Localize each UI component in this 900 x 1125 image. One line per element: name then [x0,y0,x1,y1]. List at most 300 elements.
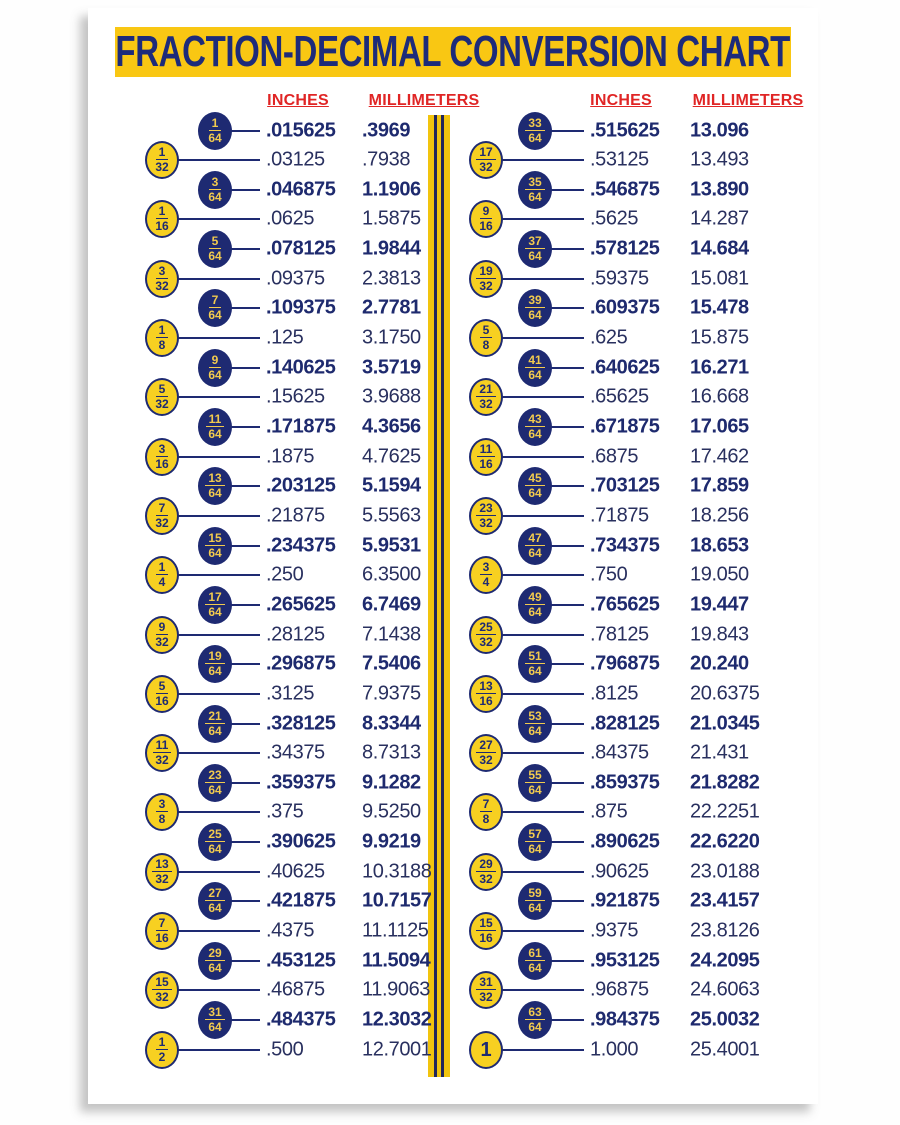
millimeters-value: 12.3032 [362,1008,432,1031]
fraction-badge [198,349,232,387]
millimeters-value: .3969 [362,119,411,141]
fraction-numerator: 47 [525,532,544,546]
fraction-denominator: 64 [528,901,542,916]
fraction-denominator: 64 [528,842,542,857]
fraction-denominator: 64 [528,545,542,560]
fraction-badge [198,230,232,268]
fraction-badge [198,942,232,980]
inches-value: .34375 [266,741,325,764]
fraction-badge [198,112,232,150]
inches-value: .4375 [266,919,315,942]
leader-line [177,634,260,636]
fraction-badge [469,853,503,891]
inches-value: .65625 [590,385,649,408]
inches-value: .203125 [266,474,336,497]
inches-value: .296875 [266,652,336,675]
millimeters-value: 12.7001 [362,1038,432,1061]
fraction-denominator: 32 [155,990,169,1005]
millimeters-value: 13.096 [690,119,749,141]
inches-value: .484375 [266,1008,336,1031]
millimeters-value: 23.4157 [690,889,760,912]
millimeters-value: 4.7625 [362,445,421,468]
fraction-badge [469,260,503,298]
inches-value: .859375 [590,771,660,794]
fraction-numerator: 5 [156,383,169,397]
fraction-denominator: 64 [528,723,542,738]
fraction-denominator: 64 [208,664,222,679]
inches-value: .9375 [590,919,639,942]
fraction-denominator: 64 [528,427,542,441]
inches-value: .015625 [266,119,336,141]
leader-line [230,960,260,962]
millimeters-value: 17.859 [690,474,749,497]
fraction-numerator: 11 [153,739,172,753]
fraction-badge [198,467,232,505]
fraction-denominator: 16 [155,931,169,946]
fraction-numerator: 27 [476,739,495,753]
fraction-badge [145,319,179,357]
leader-line [177,930,260,932]
fraction-badge [469,1031,503,1069]
millimeters-value: 25.0032 [690,1008,760,1031]
fraction-denominator: 4 [482,575,490,590]
leader-line [177,1049,260,1051]
inches-value: .109375 [266,296,336,319]
leader-line [177,456,260,458]
fraction-badge [145,616,179,654]
fraction-badge [145,971,179,1009]
fraction-badge [518,764,552,802]
leader-line [230,367,260,369]
fraction-denominator: 4 [158,575,166,590]
conversion-chart-poster [88,8,818,1104]
leader-line [230,307,260,309]
fraction-numerator: 23 [205,769,224,783]
fraction-badge [145,556,179,594]
fraction-badge [469,616,503,654]
leader-line [550,485,584,487]
leader-line [550,841,584,843]
fraction-numerator: 17 [205,591,224,605]
fraction-badge [518,942,552,980]
inches-value: .609375 [590,296,660,319]
leader-line [501,278,584,280]
fraction-denominator: 32 [155,515,169,530]
fraction-badge [145,260,179,298]
fraction-numerator: 55 [525,769,544,783]
fraction-denominator: 64 [208,782,222,797]
whole-number: 1 [480,1038,492,1061]
fraction-badge [145,675,179,713]
inches-value: .0625 [266,207,315,230]
fraction-badge [518,171,552,209]
millimeters-value: 11.1125 [362,919,429,942]
fraction-denominator: 64 [208,604,222,619]
millimeters-value: 9.5250 [362,800,421,823]
fraction-numerator: 27 [205,887,224,901]
fraction-numerator: 5 [480,324,493,338]
inches-value: .3125 [266,682,315,705]
inches-value: .59375 [590,267,649,290]
millimeters-value: 9.9219 [362,830,421,853]
millimeters-value: 19.843 [690,623,749,646]
leader-line [550,130,584,132]
inches-value: .765625 [590,593,660,616]
millimeters-value: 13.493 [690,148,749,171]
inches-value: 1.000 [590,1038,639,1061]
leader-line [501,456,584,458]
fraction-badge [518,705,552,743]
inches-value: .703125 [590,474,660,497]
inches-value: .453125 [266,949,336,972]
fraction-denominator: 16 [155,219,169,234]
fraction-badge [469,971,503,1009]
leader-line [501,396,584,398]
leader-line [230,1019,260,1021]
millimeters-value: 3.9688 [362,385,421,408]
fraction-denominator: 64 [528,367,542,382]
inches-value: .750 [590,563,628,586]
fraction-badge [518,1001,552,1039]
millimeters-value: 15.478 [690,296,749,319]
millimeters-value: 11.9063 [362,978,431,1001]
fraction-numerator: 7 [480,798,493,812]
millimeters-value: .7938 [362,148,411,171]
millimeters-value: 22.6220 [690,830,760,853]
fraction-badge [145,497,179,535]
millimeters-value: 8.7313 [362,741,421,764]
fraction-denominator: 8 [482,338,490,353]
inches-value: .71875 [590,504,649,527]
fraction-numerator: 49 [525,591,544,605]
leader-line [230,248,260,250]
leader-line [230,663,260,665]
inches-value: .796875 [590,652,660,675]
leader-line [177,752,260,754]
leader-line [550,307,584,309]
millimeters-value: 5.9531 [362,534,421,557]
fraction-denominator: 16 [155,456,169,471]
inches-value: .375 [266,800,304,823]
fraction-numerator: 9 [156,621,169,635]
leader-line [550,663,584,665]
fraction-denominator: 32 [479,515,493,530]
fraction-numerator: 19 [476,265,495,279]
fraction-denominator: 2 [158,1049,166,1064]
leader-line [501,930,584,932]
inches-value: .84375 [590,741,649,764]
leader-line [501,811,584,813]
inches-value: .640625 [590,356,660,379]
fraction-numerator: 7 [156,502,169,516]
inches-value: .734375 [590,534,660,557]
millimeters-value: 10.3188 [362,860,432,883]
leader-line [550,960,584,962]
inches-value: .265625 [266,593,336,616]
leader-line [230,426,260,428]
fraction-numerator: 59 [525,887,544,901]
leader-line [550,426,584,428]
fraction-numerator: 1 [156,146,169,160]
right-millimeters-header: MILLIMETERS [692,92,804,109]
leader-line [501,1049,584,1051]
inches-value: .125 [266,326,304,349]
fraction-numerator: 45 [525,472,544,486]
fraction-numerator: 15 [152,976,171,990]
fraction-denominator: 32 [155,278,169,293]
leader-line [501,693,584,695]
fraction-denominator: 32 [479,634,493,649]
fraction-numerator: 5 [156,680,169,694]
fraction-denominator: 16 [479,219,493,234]
leader-line [550,367,584,369]
fraction-badge [145,378,179,416]
millimeters-value: 3.1750 [362,326,421,349]
millimeters-value: 16.271 [690,356,749,379]
leader-line [230,545,260,547]
fraction-badge [145,438,179,476]
leader-line [230,900,260,902]
leader-line [501,515,584,517]
fraction-badge [145,912,179,950]
leader-line [177,396,260,398]
fraction-badge [469,319,503,357]
inches-value: .625 [590,326,628,349]
fraction-badge [469,141,503,179]
fraction-numerator: 11 [477,443,496,457]
fraction-numerator: 1 [156,561,169,575]
millimeters-value: 13.890 [690,178,749,201]
fraction-denominator: 64 [208,427,222,441]
fraction-numerator: 21 [476,383,495,397]
leader-line [177,989,260,991]
fraction-numerator: 33 [525,117,544,131]
fraction-denominator: 8 [158,338,166,353]
leader-line [550,1019,584,1021]
fraction-denominator: 64 [208,130,222,145]
inches-value: .171875 [266,415,336,438]
fraction-badge [518,586,552,624]
fraction-badge [198,823,232,861]
title-band [115,27,791,77]
inches-value: .515625 [590,119,660,141]
leader-line [177,515,260,517]
fraction-numerator: 15 [205,532,224,546]
fraction-numerator: 5 [209,235,222,249]
inches-value: .09375 [266,267,325,290]
inches-value: .21875 [266,504,325,527]
fraction-denominator: 64 [528,130,542,145]
fraction-denominator: 64 [208,1020,222,1034]
fraction-numerator: 29 [205,947,224,961]
leader-line [177,218,260,220]
millimeters-value: 5.5563 [362,504,421,527]
leader-line [501,871,584,873]
leader-line [177,337,260,339]
leader-line [177,159,260,161]
fraction-numerator: 37 [525,235,544,249]
millimeters-value: 8.3344 [362,712,421,734]
fraction-denominator: 64 [208,486,222,501]
fraction-badge [198,764,232,802]
leader-line [177,871,260,873]
fraction-numerator: 19 [205,650,224,664]
millimeters-value: 22.2251 [690,800,760,823]
fraction-numerator: 43 [525,413,544,427]
fraction-badge [198,1001,232,1039]
inches-value: .921875 [590,889,660,912]
fraction-badge [518,112,552,150]
fraction-badge [145,1031,179,1069]
fraction-numerator: 1 [209,117,222,131]
millimeters-value: 18.256 [690,504,749,527]
leader-line [550,248,584,250]
fraction-denominator: 64 [208,723,222,738]
leader-line [550,723,584,725]
fraction-numerator: 17 [476,146,495,160]
fraction-denominator: 64 [528,960,542,975]
millimeters-value: 15.081 [690,267,749,290]
millimeters-value: 2.3813 [362,267,421,290]
leader-line [501,337,584,339]
millimeters-value: 25.4001 [690,1038,760,1061]
inches-value: .671875 [590,415,660,438]
inches-value: .03125 [266,148,325,171]
fraction-numerator: 3 [156,443,169,457]
millimeters-value: 7.1438 [362,623,421,646]
inches-value: .40625 [266,860,325,883]
fraction-badge [198,586,232,624]
inches-value: .6875 [590,445,639,468]
fraction-denominator: 32 [479,871,493,886]
fraction-numerator: 31 [476,976,495,990]
millimeters-value: 7.9375 [362,682,421,705]
millimeters-value: 23.0188 [690,860,760,883]
fraction-denominator: 64 [528,189,542,204]
leader-line [177,811,260,813]
leader-line [501,218,584,220]
millimeters-value: 20.240 [690,652,749,675]
millimeters-value: 19.050 [690,563,749,586]
leader-line [230,130,260,132]
fraction-badge [518,823,552,861]
leader-line [501,989,584,991]
fraction-badge [198,171,232,209]
fraction-denominator: 64 [208,901,222,916]
millimeters-value: 17.065 [690,415,749,438]
millimeters-value: 17.462 [690,445,749,468]
fraction-denominator: 64 [528,308,542,323]
fraction-badge [198,289,232,327]
inches-value: .140625 [266,356,336,379]
millimeters-value: 24.2095 [690,949,760,972]
millimeters-value: 21.0345 [690,712,760,734]
millimeters-value: 1.1906 [362,178,421,201]
fraction-denominator: 64 [528,486,542,501]
fraction-numerator: 9 [480,205,493,219]
millimeters-value: 16.668 [690,385,749,408]
inches-value: .5625 [590,207,639,230]
fraction-denominator: 16 [479,693,493,708]
leader-line [230,782,260,784]
fraction-denominator: 64 [208,960,222,975]
leader-line [550,900,584,902]
fraction-numerator: 23 [476,502,495,516]
fraction-numerator: 1 [156,205,169,219]
fraction-badge [198,408,232,446]
millimeters-value: 10.7157 [362,889,432,912]
fraction-badge [518,527,552,565]
inches-value: .250 [266,563,304,586]
fraction-numerator: 25 [476,621,495,635]
millimeters-value: 2.7781 [362,296,421,319]
fraction-badge [469,200,503,238]
inches-value: .234375 [266,534,336,557]
fraction-denominator: 64 [528,664,542,679]
fraction-badge [145,793,179,831]
inches-value: .875 [590,800,628,823]
inches-value: .96875 [590,978,649,1001]
fraction-denominator: 32 [155,634,169,649]
millimeters-value: 21.8282 [690,771,760,794]
fraction-numerator: 21 [205,710,224,724]
fraction-badge [469,734,503,772]
fraction-numerator: 7 [156,917,169,931]
fraction-numerator: 29 [476,858,495,872]
fraction-badge [469,378,503,416]
fraction-numerator: 13 [205,472,224,486]
fraction-badge [469,556,503,594]
fraction-numerator: 31 [205,1006,224,1020]
fraction-numerator: 11 [206,413,225,427]
inches-value: .984375 [590,1008,660,1031]
fraction-badge [518,289,552,327]
fraction-denominator: 16 [155,693,169,708]
inches-value: .953125 [590,949,660,972]
fraction-numerator: 15 [476,917,495,931]
millimeters-value: 1.5875 [362,207,421,230]
fraction-denominator: 32 [479,278,493,293]
fraction-denominator: 64 [528,249,542,264]
fraction-denominator: 64 [208,249,222,264]
inches-value: .1875 [266,445,315,468]
fraction-numerator: 3 [480,561,493,575]
fraction-denominator: 32 [479,990,493,1005]
fraction-numerator: 3 [156,798,169,812]
fraction-denominator: 64 [528,1020,542,1034]
fraction-denominator: 64 [528,782,542,797]
leader-line [550,545,584,547]
page-title: FRACTION-DECIMAL CONVERSION CHART [115,27,791,76]
millimeters-value: 7.5406 [362,652,421,675]
fraction-badge [198,527,232,565]
fraction-badge [518,408,552,446]
fraction-denominator: 64 [208,308,222,323]
fraction-numerator: 7 [209,294,222,308]
fraction-numerator: 41 [525,354,544,368]
fraction-badge [198,645,232,683]
inches-value: .28125 [266,623,325,646]
leader-line [177,278,260,280]
fraction-numerator: 1 [156,324,169,338]
fraction-denominator: 32 [155,871,169,886]
inches-value: .421875 [266,889,336,912]
leader-line [177,693,260,695]
fraction-badge [469,438,503,476]
leader-line [550,604,584,606]
fraction-denominator: 32 [479,753,493,768]
fraction-numerator: 3 [156,265,169,279]
